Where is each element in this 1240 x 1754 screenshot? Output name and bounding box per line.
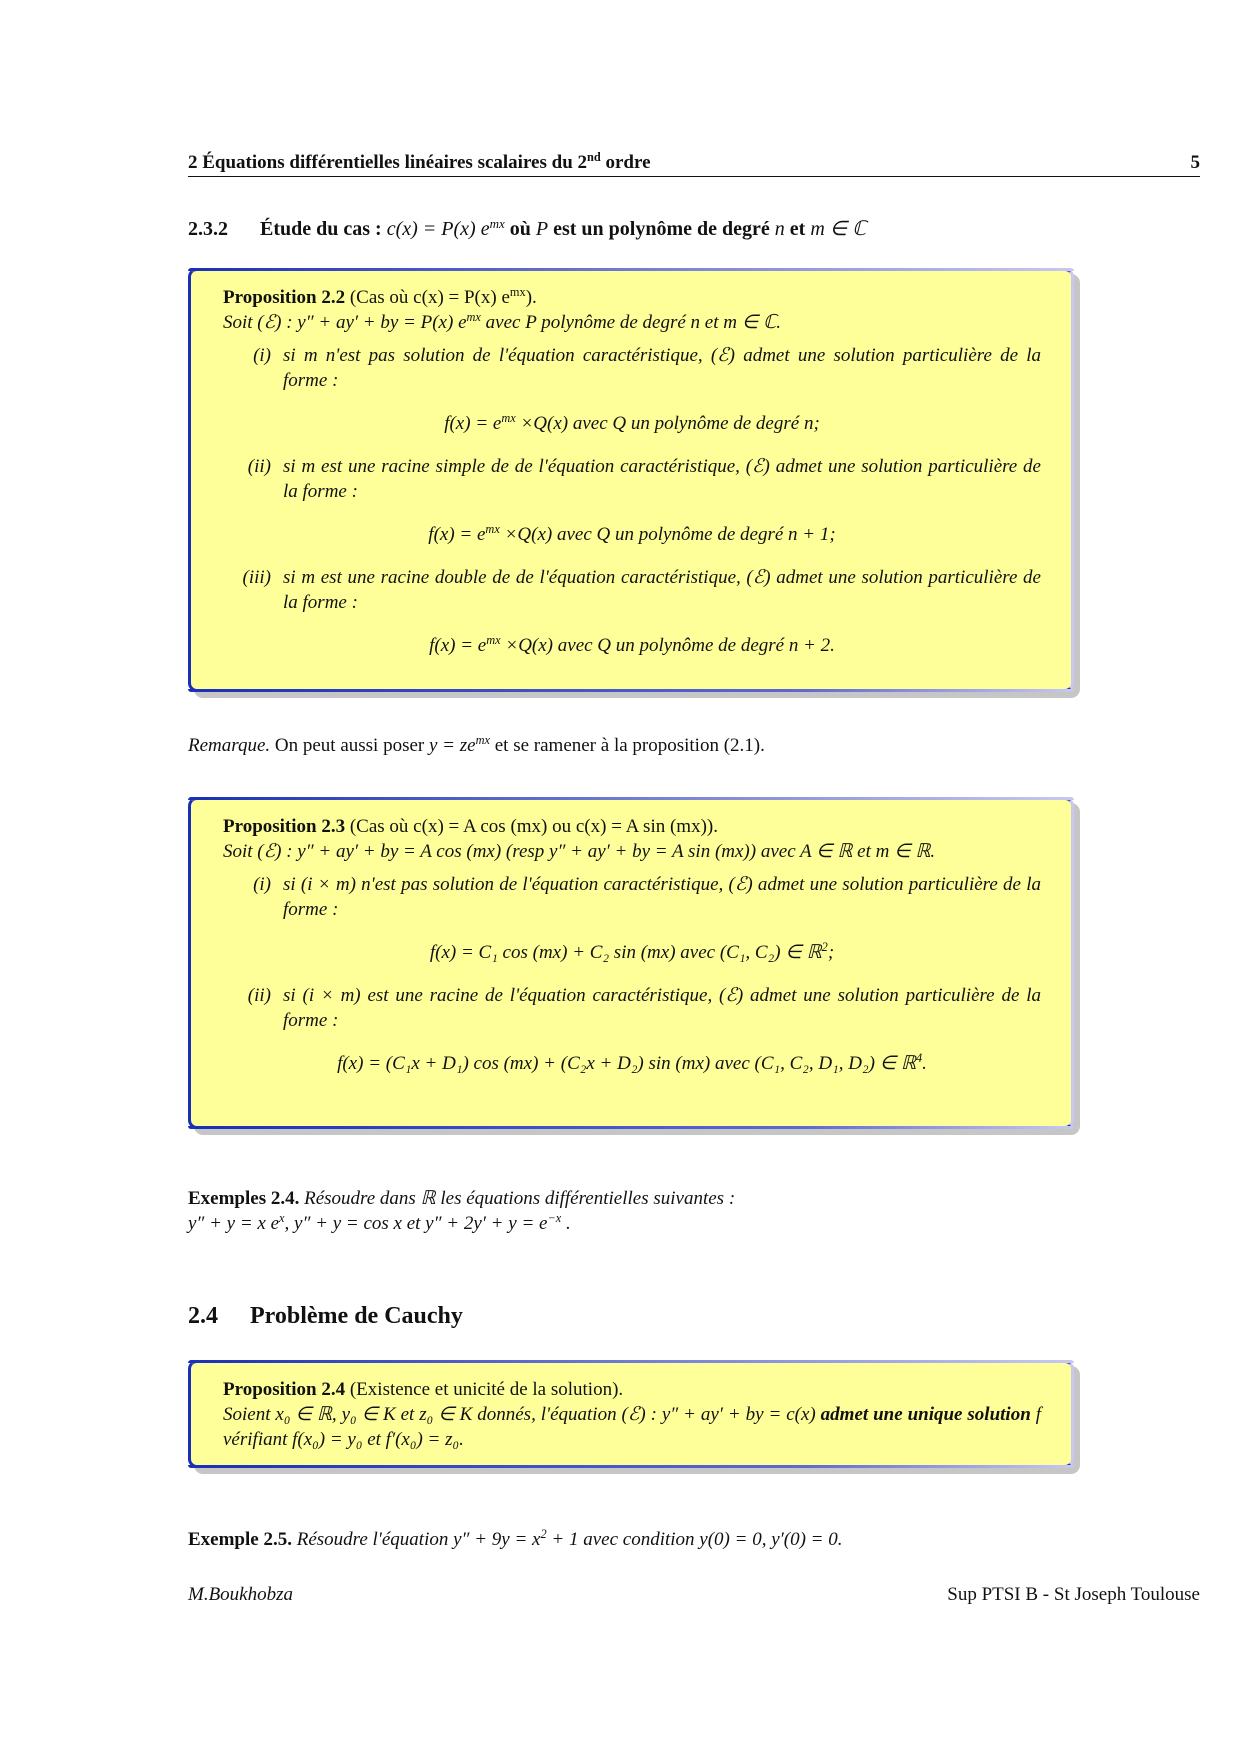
- subsection-heading: [188, 216, 866, 241]
- proposition-label: Proposition 2.3: [223, 816, 346, 837]
- proposition-items: [223, 872, 1041, 1076]
- proposition-2-4-box: [188, 1360, 1074, 1468]
- item-label: (i): [253, 874, 271, 895]
- formula-sup: mx: [486, 633, 501, 648]
- example-sup: 2: [540, 1527, 547, 1542]
- formula-text: f(x) = e: [429, 635, 487, 656]
- examples-line-2: [188, 1211, 735, 1236]
- example-eq-1-sup: x: [279, 1211, 285, 1226]
- subsection-number: 2.3.2: [188, 218, 228, 240]
- formula: [223, 940, 1041, 965]
- example-eq-1: y″ + y = x e: [188, 1213, 280, 1234]
- example-label: Exemple 2.5.: [188, 1529, 292, 1550]
- statement-end: f vérifiant f(x₀) = y₀ et f′(x₀) = z₀.: [223, 1404, 1041, 1450]
- item-text: si m n'est pas solution de l'équation caractéristique, (ℰ) admet une solution particulière de la forme :: [283, 345, 1041, 391]
- subsection-math-3: n: [774, 218, 785, 240]
- proposition-note: (Cas où c(x) = P(x) e: [345, 287, 510, 308]
- chapter-title-text: 2 Équations différentielles linéaires scalaires du 2: [188, 152, 588, 173]
- formula-end: ×Q(x) avec Q un polynôme de degré n + 1;: [499, 524, 836, 545]
- item-label: (iii): [242, 567, 271, 588]
- proposition-note-end: ).: [525, 287, 537, 308]
- formula-end: ×Q(x) avec Q un polynôme de degré n;: [515, 413, 820, 434]
- subsection-title-b: où: [504, 218, 536, 240]
- subsection-title-c: est un polynôme de degré: [548, 218, 775, 240]
- chapter-title: [188, 152, 651, 174]
- chapter-title-sup: nd: [587, 150, 601, 165]
- proposition-items: [223, 343, 1041, 658]
- example-text-end: + 1 avec condition y(0) = 0, y′(0) = 0.: [546, 1529, 843, 1550]
- subsection-math-2: P: [535, 218, 549, 240]
- proposition-2-3-box: [188, 797, 1074, 1129]
- item-label: (ii): [247, 456, 271, 477]
- page-number: 5: [1190, 152, 1200, 173]
- list-item: [223, 454, 1041, 504]
- list-item: [223, 343, 1041, 393]
- remark: [188, 733, 765, 758]
- examples-label: Exemples 2.4.: [188, 1188, 300, 1209]
- section-title: Problème de Cauchy: [250, 1303, 463, 1329]
- examples-text: Résoudre dans ℝ les équations différentielles suivantes :: [299, 1188, 736, 1209]
- remark-math: y = ze: [428, 735, 476, 756]
- formula-text: f(x) = e: [428, 524, 486, 545]
- proposition-note: (Existence et unicité de la solution).: [345, 1379, 624, 1400]
- chapter-title-end: ordre: [600, 152, 651, 173]
- subsection-math-1: [386, 215, 505, 240]
- proposition-2-4-title: [223, 1377, 1041, 1402]
- formula: [223, 411, 1041, 436]
- item-text: si (i × m) est une racine de l'équation caractéristique, (ℰ) admet une solution particulière de la forme :: [283, 985, 1041, 1031]
- item-text: si m est une racine double de de l'équation caractéristique, (ℰ) admet une solution particulière de la forme :: [283, 567, 1041, 613]
- formula-sup: mx: [485, 522, 500, 537]
- formula-text: f(x) = C₁ cos (mx) + C₂ sin (mx) avec (C₁, C₂) ∈ ℝ: [429, 942, 822, 963]
- examples-line-1: [188, 1186, 735, 1211]
- statement-end: avec P polynôme de degré n et m ∈ ℂ.: [480, 312, 782, 333]
- formula-end: .: [922, 1053, 927, 1074]
- subsection-title-d: et: [784, 218, 811, 240]
- footer-author: M.Boukhobza: [188, 1584, 294, 1605]
- list-item: [223, 983, 1041, 1033]
- footer-institution: Sup PTSI B - St Joseph Toulouse: [947, 1584, 1200, 1605]
- running-header: [188, 150, 1200, 177]
- math-sup: mx: [489, 215, 505, 231]
- remark-label: Remarque.: [188, 735, 271, 756]
- statement-bold: admet une unique solution: [820, 1404, 1031, 1425]
- proposition-note-sup: mx: [509, 285, 526, 300]
- item-label: (i): [253, 345, 271, 366]
- examples-2-4: [188, 1186, 735, 1236]
- proposition-statement: Soit (ℰ) : y″ + ay′ + by = A cos (mx) (resp y″ + ay′ + by = A sin (mx)) avec A ∈ ℝ et m ∈ ℝ.: [223, 841, 936, 862]
- example-2-5: [188, 1527, 843, 1552]
- subsection-title-a: Étude du cas :: [260, 218, 387, 240]
- formula-sup: 2: [821, 940, 828, 955]
- proposition-statement: [223, 1402, 1041, 1452]
- statement-sup: mx: [466, 310, 481, 325]
- subsection-math-4: m ∈ ℂ: [810, 218, 867, 240]
- math-text: c(x) = P(x) e: [386, 218, 490, 240]
- example-eq-2: , y″ + y = cos x et y″ + 2y′ + y = e: [284, 1213, 548, 1234]
- proposition-2-2-title: [223, 285, 1041, 310]
- example-eq-2-sup: −x: [547, 1211, 562, 1226]
- list-item: [223, 565, 1041, 615]
- item-label: (ii): [247, 985, 271, 1006]
- formula-end: ×Q(x) avec Q un polynôme de degré n + 2.: [500, 635, 835, 656]
- statement-text: Soient x₀ ∈ ℝ, y₀ ∈ K et z₀ ∈ K donnés, l'équation (ℰ) : y″ + ay′ + by = c(x): [223, 1404, 821, 1425]
- formula-text: f(x) = (C₁x + D₁) cos (mx) + (C₂x + D₂) sin (mx) avec (C₁, C₂, D₁, D₂) ∈ ℝ: [337, 1053, 916, 1074]
- formula-text: f(x) = e: [444, 413, 502, 434]
- item-text: si (i × m) n'est pas solution de l'équation caractéristique, (ℰ) admet une solution particulière de la forme :: [283, 874, 1041, 920]
- proposition-statement: [223, 310, 1041, 335]
- item-text: si m est une racine simple de de l'équation caractéristique, (ℰ) admet une solution particulière de la forme :: [283, 456, 1041, 502]
- formula: [223, 1051, 1041, 1076]
- formula: [223, 633, 1041, 658]
- statement-text: Soit (ℰ) : y″ + ay′ + by = P(x) e: [223, 312, 467, 333]
- remark-math-sup: mx: [475, 733, 490, 748]
- list-item: [223, 872, 1041, 922]
- proposition-note: (Cas où c(x) = A cos (mx) ou c(x) = A sin (mx)).: [345, 816, 718, 837]
- remark-text: On peut aussi poser: [270, 735, 429, 756]
- proposition-label: Proposition 2.2: [223, 287, 346, 308]
- formula-end: ;: [827, 942, 835, 963]
- example-text: Résoudre l'équation y″ + 9y = x: [291, 1529, 541, 1550]
- section-heading: [188, 1303, 463, 1330]
- formula: [223, 522, 1041, 547]
- section-number: 2.4: [188, 1303, 218, 1329]
- formula-sup: mx: [501, 411, 516, 426]
- proposition-2-2-box: [188, 268, 1074, 692]
- proposition-label: Proposition 2.4: [223, 1379, 346, 1400]
- example-eq-end: .: [561, 1213, 571, 1234]
- formula-sup: 4: [916, 1051, 923, 1066]
- remark-text-end: et se ramener à la proposition (2.1).: [489, 735, 765, 756]
- proposition-2-3-title: [223, 814, 1041, 839]
